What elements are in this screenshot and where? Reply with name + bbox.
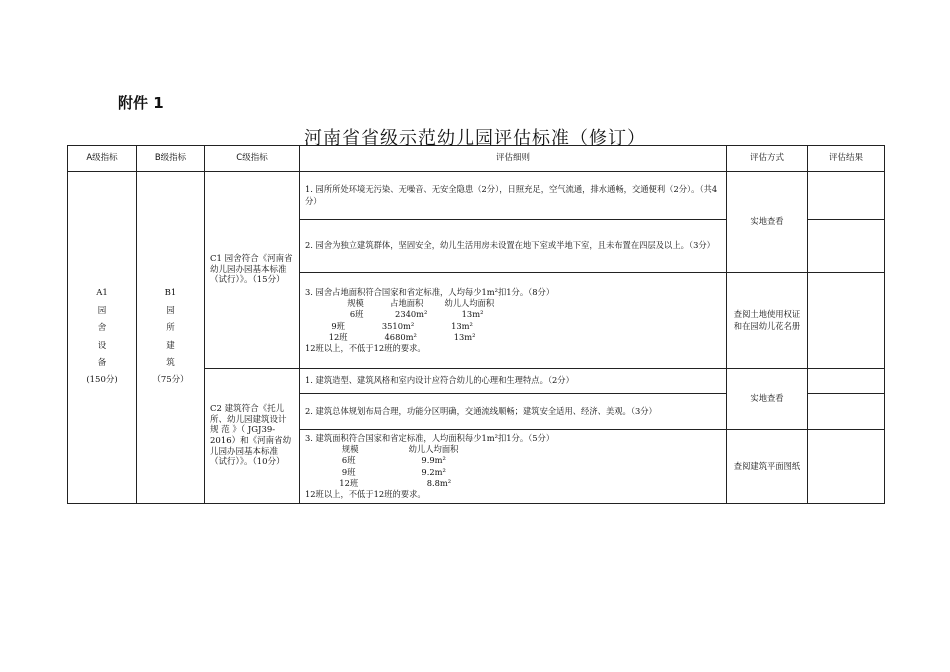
header-result: 评估结果 — [808, 146, 885, 172]
detail-cell-building — [300, 430, 727, 504]
evaluation-table — [67, 145, 885, 504]
detail-cell: 2. 建筑总体规划布局合理，功能分区明确，交通流线顺畅；建筑安全适用、经济、美观。（3分） — [300, 394, 727, 430]
a-char: 备 — [97, 357, 107, 368]
detail-line: 规模 幼儿人均面积 — [305, 444, 459, 455]
a-code: A1 — [96, 288, 108, 299]
detail-line: 3. 建筑面积符合国家和省定标准，人均面积每少1m²扣1分。（5分） — [305, 433, 555, 443]
detail-cell: 2. 园舍为独立建筑群体，坚固安全，幼儿生活用房未设置在地下室或半地下室，且未布置在四层及以上。（3分） — [300, 220, 727, 273]
detail-line: 6班 9.9m² — [305, 455, 446, 466]
table-row — [68, 172, 885, 220]
header-c-indicator: C级指标 — [205, 146, 300, 172]
a-char: 设 — [97, 340, 107, 351]
header-method: 评估方式 — [727, 146, 808, 172]
attachment-label: 附件 1 — [118, 94, 164, 112]
header-b-indicator: B级指标 — [137, 146, 205, 172]
c1-indicator-cell: C1 园舍符合《河南省幼儿园办园基本标准（试行）》。（15分） — [205, 172, 300, 369]
b-char: 建 — [166, 340, 175, 351]
method-cell: 实地查看 — [727, 172, 808, 273]
method-cell: 查阅建筑平面图纸 — [727, 430, 808, 504]
detail-line: 12班以上，不低于12班的要求。 — [305, 488, 426, 499]
a-score: (150分) — [86, 375, 118, 386]
result-cell — [808, 394, 885, 430]
header-row — [68, 146, 885, 172]
result-cell — [808, 220, 885, 273]
detail-line: 12班 4680m² 13m² — [305, 331, 476, 342]
header-a-indicator: A级指标 — [68, 146, 137, 172]
a-char: 园 — [97, 305, 107, 316]
header-details: 评估细则 — [300, 146, 727, 172]
result-cell — [808, 273, 885, 369]
detail-line: 3. 园舍占地面积符合国家和省定标准，人均每少1m²扣1分。（8分） — [305, 286, 555, 297]
detail-line: 12班 8.8m² — [305, 477, 452, 488]
b-char: 筑 — [166, 357, 175, 368]
method-cell: 查阅土地使用权证和在园幼儿花名册 — [727, 273, 808, 369]
b-score: （75分） — [152, 375, 189, 386]
detail-line: 12班以上，不低于12班的要求。 — [305, 342, 426, 353]
detail-cell-area — [300, 273, 727, 369]
result-cell — [808, 369, 885, 394]
b-char: 园 — [166, 305, 175, 316]
a-indicator-cell — [68, 172, 137, 504]
result-cell — [808, 430, 885, 504]
b-char: 所 — [166, 323, 175, 334]
result-cell — [808, 172, 885, 220]
b-indicator-cell — [137, 172, 205, 504]
detail-cell: 1. 园所所处环境无污染、无噪音、无安全隐患（2分），日照充足，空气流通，排水通畅，交通便利（2分）。（共4分） — [300, 172, 727, 220]
detail-cell: 1. 建筑造型、建筑风格和室内设计应符合幼儿的心理和生理特点。（2分） — [300, 369, 727, 394]
document-title: 河南省省级示范幼儿园评估标准（修订） — [304, 128, 646, 149]
detail-line: 6班 2340m² 13m² — [305, 309, 484, 320]
detail-line: 规模 占地面积 幼儿人均面积 — [305, 298, 495, 309]
b-code: B1 — [164, 288, 177, 299]
detail-line: 9班 3510m² 13m² — [305, 320, 473, 331]
c2-indicator-cell: C2 建筑符合《托儿所、幼儿园建筑设计规 范 》（ JGJ39-2016）和《河南省幼儿园办园基本标准（试行）》。（10分） — [205, 369, 300, 504]
method-cell: 实地查看 — [727, 369, 808, 430]
detail-line: 9班 9.2m² — [305, 466, 446, 477]
a-char: 舍 — [97, 323, 107, 334]
